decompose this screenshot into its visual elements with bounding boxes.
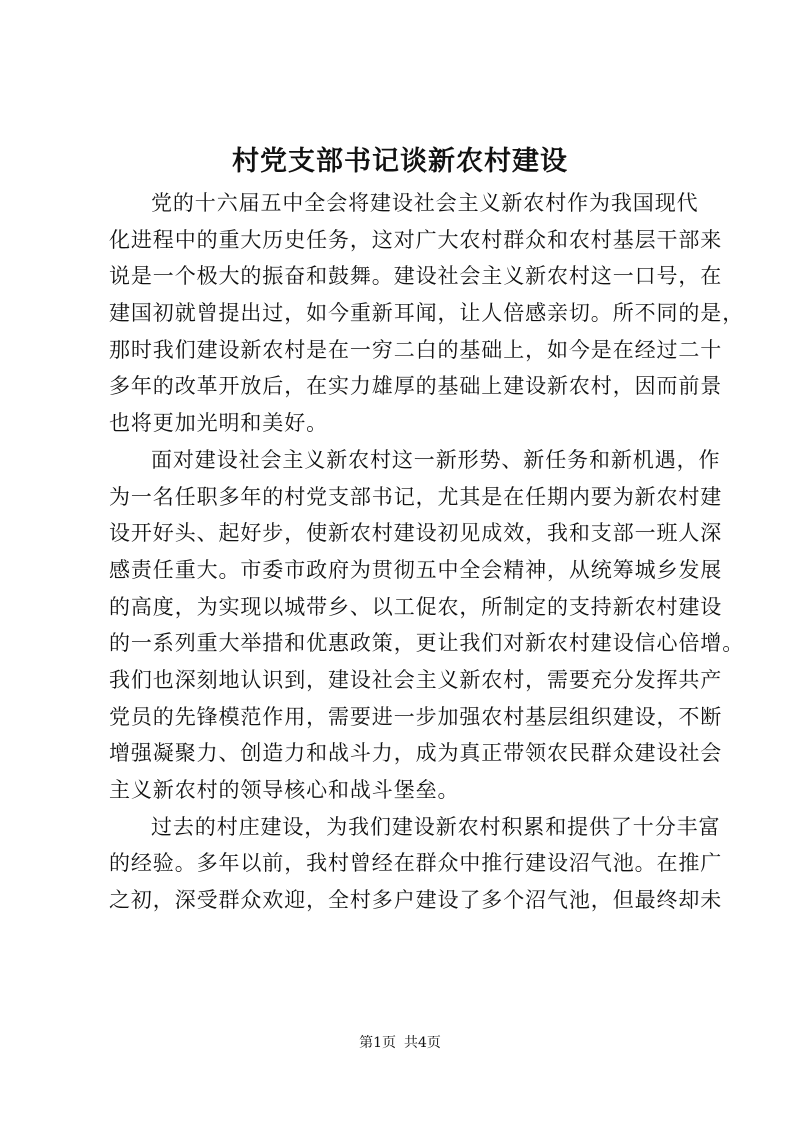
paragraph-1-line: 也将更加光明和美好。 bbox=[109, 411, 328, 436]
document-title: 村党支部书记谈新农村建设 bbox=[232, 146, 568, 177]
paragraph-2-line: 主义新农村的领导核心和战斗堡垒。 bbox=[109, 778, 460, 802]
paragraph-1-line: 说是一个极大的振奋和鼓舞。建设社会主义新农村这一口号，在 bbox=[109, 264, 723, 289]
paragraph-1-line: 建国初就曾提出过，如今重新耳闻，让人倍感亲切。所不同的是， bbox=[109, 301, 745, 326]
page-total: 共4页 bbox=[404, 1035, 441, 1051]
paragraph-2-line: 面对建设社会主义新农村这一新形势、新任务和新机遇，作 bbox=[151, 447, 721, 472]
paragraph-3-line: 的经验。多年以前，我村曾经在群众中推行建设沼气池。在推广 bbox=[109, 851, 723, 876]
page-footer bbox=[0, 1033, 800, 1053]
paragraph-1-line: 党的十六届五中全会将建设社会主义新农村作为我国现代 bbox=[151, 191, 699, 215]
paragraph-2-line: 感责任重大。市委市政府为贯彻五中全会精神，从统筹城乡发展 bbox=[109, 557, 723, 582]
paragraph-2-line: 的高度，为实现以城带乡、以工促农，所制定的支持新农村建设 bbox=[109, 594, 723, 619]
paragraph-2-line: 增强凝聚力、创造力和战斗力，成为真正带领农民群众建设社会 bbox=[109, 741, 723, 766]
document-body bbox=[109, 185, 745, 919]
page-number: 第1页 bbox=[359, 1035, 396, 1051]
paragraph-1-line: 化进程中的重大历史任务，这对广大农村群众和农村基层干部来 bbox=[109, 227, 723, 252]
paragraph-2-line: 为一名任职多年的村党支部书记，尤其是在任期内要为新农村建 bbox=[109, 484, 723, 509]
paragraph-3-line: 之初，深受群众欢迎，全村多户建设了多个沼气池，但最终却未 bbox=[109, 888, 723, 913]
paragraph-1-line: 那时我们建设新农村是在一穷二白的基础上，如今是在经过二十 bbox=[109, 337, 723, 362]
paragraph-2-line: 的一系列重大举措和优惠政策，更让我们对新农村建设信心倍增。 bbox=[109, 631, 745, 656]
paragraph-2-line: 设开好头、起好步，使新农村建设初见成效，我和支部一班人深 bbox=[109, 521, 723, 546]
paragraph-3-line: 过去的村庄建设，为我们建设新农村积累和提供了十分丰富 bbox=[151, 814, 721, 839]
paragraph-1-line: 多年的改革开放后，在实力雄厚的基础上建设新农村，因而前景 bbox=[109, 374, 723, 399]
paragraph-2-line: 党员的先锋模范作用，需要进一步加强农村基层组织建设，不断 bbox=[109, 704, 723, 729]
paragraph-2-line: 我们也深刻地认识到，建设社会主义新农村，需要充分发挥共产 bbox=[109, 667, 723, 692]
